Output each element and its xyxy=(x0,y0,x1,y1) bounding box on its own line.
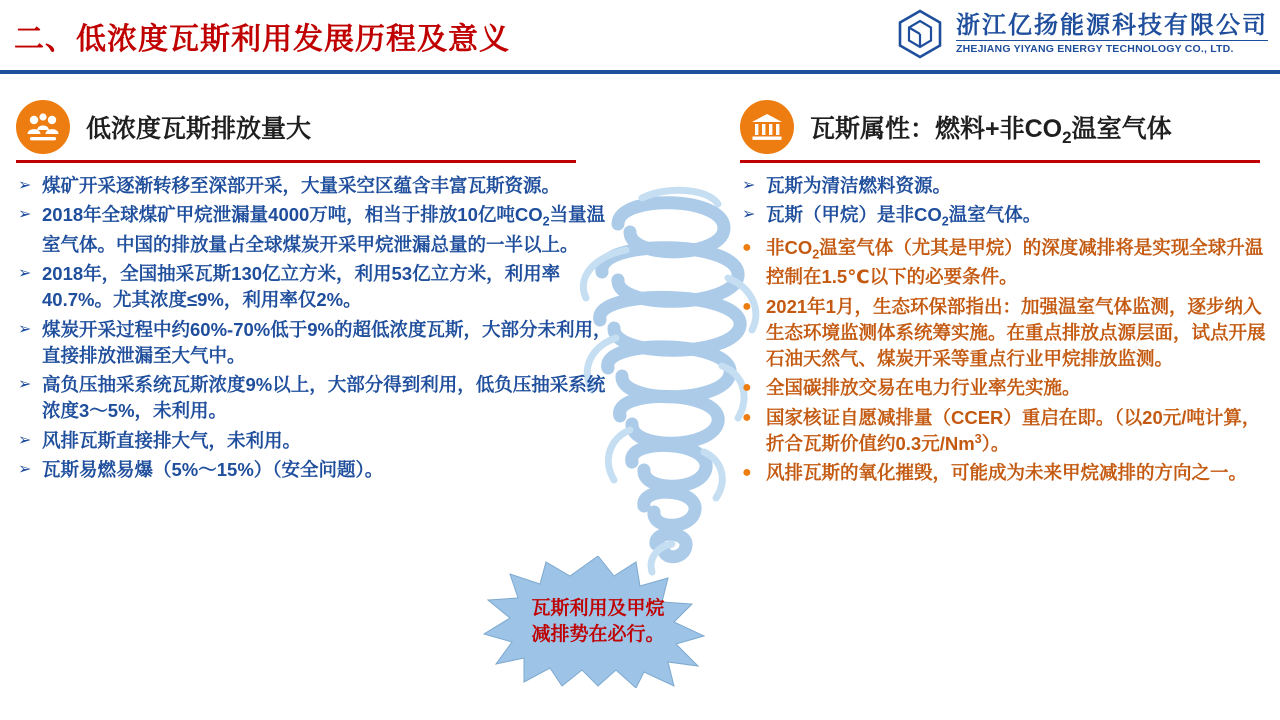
right-bullet-list xyxy=(740,173,1268,487)
right-section-divider xyxy=(740,160,1260,163)
dot-bullet-icon: ● xyxy=(742,297,752,315)
list-item-text: 非$CO_2$温室气体（尤其是甲烷）的深度减排将是实现全球升温控制在1.5℃以下的必要条件。 xyxy=(766,236,1264,288)
arrow-bullet-icon: ➢ xyxy=(742,206,756,224)
list-item xyxy=(740,375,1268,401)
left-bullet-list xyxy=(16,173,616,483)
header-divider xyxy=(0,70,1280,74)
right-section-title: 瓦斯属性：燃料+非$CO_2$温室气体 xyxy=(810,115,1172,147)
list-item-text: 2018年全球煤矿甲烷泄漏量4000万吨，相当于排放10亿吨$CO_2$当量温室气体。中国的排放量占全球煤炭开采甲烷泄漏总量的一半以上。 xyxy=(42,204,606,255)
hexagon-logo-icon xyxy=(894,8,946,60)
arrow-bullet-icon: ➢ xyxy=(18,206,32,224)
company-name-en: ZHEJIANG YIYANG ENERGY TECHNOLOGY CO., LTD. xyxy=(956,40,1268,55)
list-item xyxy=(16,372,616,425)
callout-line-2: 减排势在必行。 xyxy=(531,624,665,645)
list-item-text: 高负压抽采系统瓦斯浓度9%以上，大部分得到利用，低负压抽采系统浓度3～5%，未利用。 xyxy=(42,374,606,422)
people-group-icon xyxy=(16,100,70,154)
list-item-text: 国家核证自愿减排量（CCER）重启在即。（以20元/吨计算，折合瓦斯价值约0.3元/Nm$^3$）。 xyxy=(766,406,1261,455)
list-item xyxy=(740,405,1268,458)
list-item-text: 风排瓦斯直接排大气，未利用。 xyxy=(42,429,302,451)
list-item-text: 煤炭开采过程中约60%-70%低于9%的超低浓度瓦斯，大部分未利用，直接排放泄漏至大气中。 xyxy=(42,318,612,366)
list-item-text: 煤矿开采逐渐转移至深部开采，大量采空区蕴含丰富瓦斯资源。 xyxy=(42,175,561,196)
arrow-bullet-icon: ➢ xyxy=(18,376,32,394)
list-item-text: 瓦斯为清洁燃料资源。 xyxy=(766,175,952,196)
bank-institution-icon xyxy=(740,100,794,154)
arrow-bullet-icon: ➢ xyxy=(18,460,32,478)
right-section xyxy=(740,100,1268,490)
list-item xyxy=(740,202,1268,232)
page-title: 二、低浓度瓦斯利用发展历程及意义 xyxy=(14,23,510,56)
arrow-bullet-icon: ➢ xyxy=(18,320,32,338)
list-item-text: 瓦斯易燃易爆（5%～15%）（安全问题）。 xyxy=(42,458,384,480)
dot-bullet-icon: ● xyxy=(742,379,752,397)
list-item xyxy=(740,460,1268,486)
list-item-text: 2021年1月，生态环保部指出：加强温室气体监测，逐步纳入生态环境监测体系统筹实施。在重点排放点源层面，试点开展石油天然气、煤炭开采等重点行业甲烷排放监测。 xyxy=(766,295,1266,370)
left-section-divider xyxy=(16,160,576,163)
right-section-header xyxy=(740,100,1268,158)
list-item xyxy=(16,202,616,258)
starburst-shape xyxy=(478,556,718,688)
list-item xyxy=(16,457,616,483)
list-item-text: 2018年，全国抽采瓦斯130亿立方米，利用53亿立方米，利用率40.7%。尤其浓度≤9%，利用率仅2%。 xyxy=(42,263,561,311)
dot-bullet-icon: ● xyxy=(742,464,752,482)
list-item xyxy=(740,294,1268,373)
list-item-text: 全国碳排放交易在电力行业率先实施。 xyxy=(766,377,1081,399)
list-item xyxy=(16,173,616,199)
list-item xyxy=(16,317,616,370)
company-name-cn: 浙江亿扬能源科技有限公司 xyxy=(956,11,1268,39)
list-item-text: 瓦斯（甲烷）是非$CO_2$温室气体。 xyxy=(766,204,1042,229)
dot-bullet-icon: ● xyxy=(742,408,752,426)
starburst-callout xyxy=(478,556,718,688)
arrow-bullet-icon: ➢ xyxy=(742,177,756,194)
dot-bullet-icon: ● xyxy=(742,238,752,256)
company-logo xyxy=(894,8,1268,60)
left-section-header xyxy=(16,100,616,158)
list-item xyxy=(740,173,1268,199)
callout-line-1: 瓦斯利用及甲烷 xyxy=(531,598,665,620)
arrow-bullet-icon: ➢ xyxy=(18,431,32,449)
left-section-title: 低浓度瓦斯排放量大 xyxy=(86,115,312,143)
list-item xyxy=(740,235,1268,291)
list-item xyxy=(16,261,616,314)
arrow-bullet-icon: ➢ xyxy=(18,177,32,194)
slide-header xyxy=(0,0,1280,72)
list-item xyxy=(16,428,616,454)
left-section xyxy=(16,100,616,486)
list-item-text: 风排瓦斯的氧化摧毁，可能成为未来甲烷减排的方向之一。 xyxy=(766,462,1248,484)
arrow-bullet-icon: ➢ xyxy=(18,265,32,283)
